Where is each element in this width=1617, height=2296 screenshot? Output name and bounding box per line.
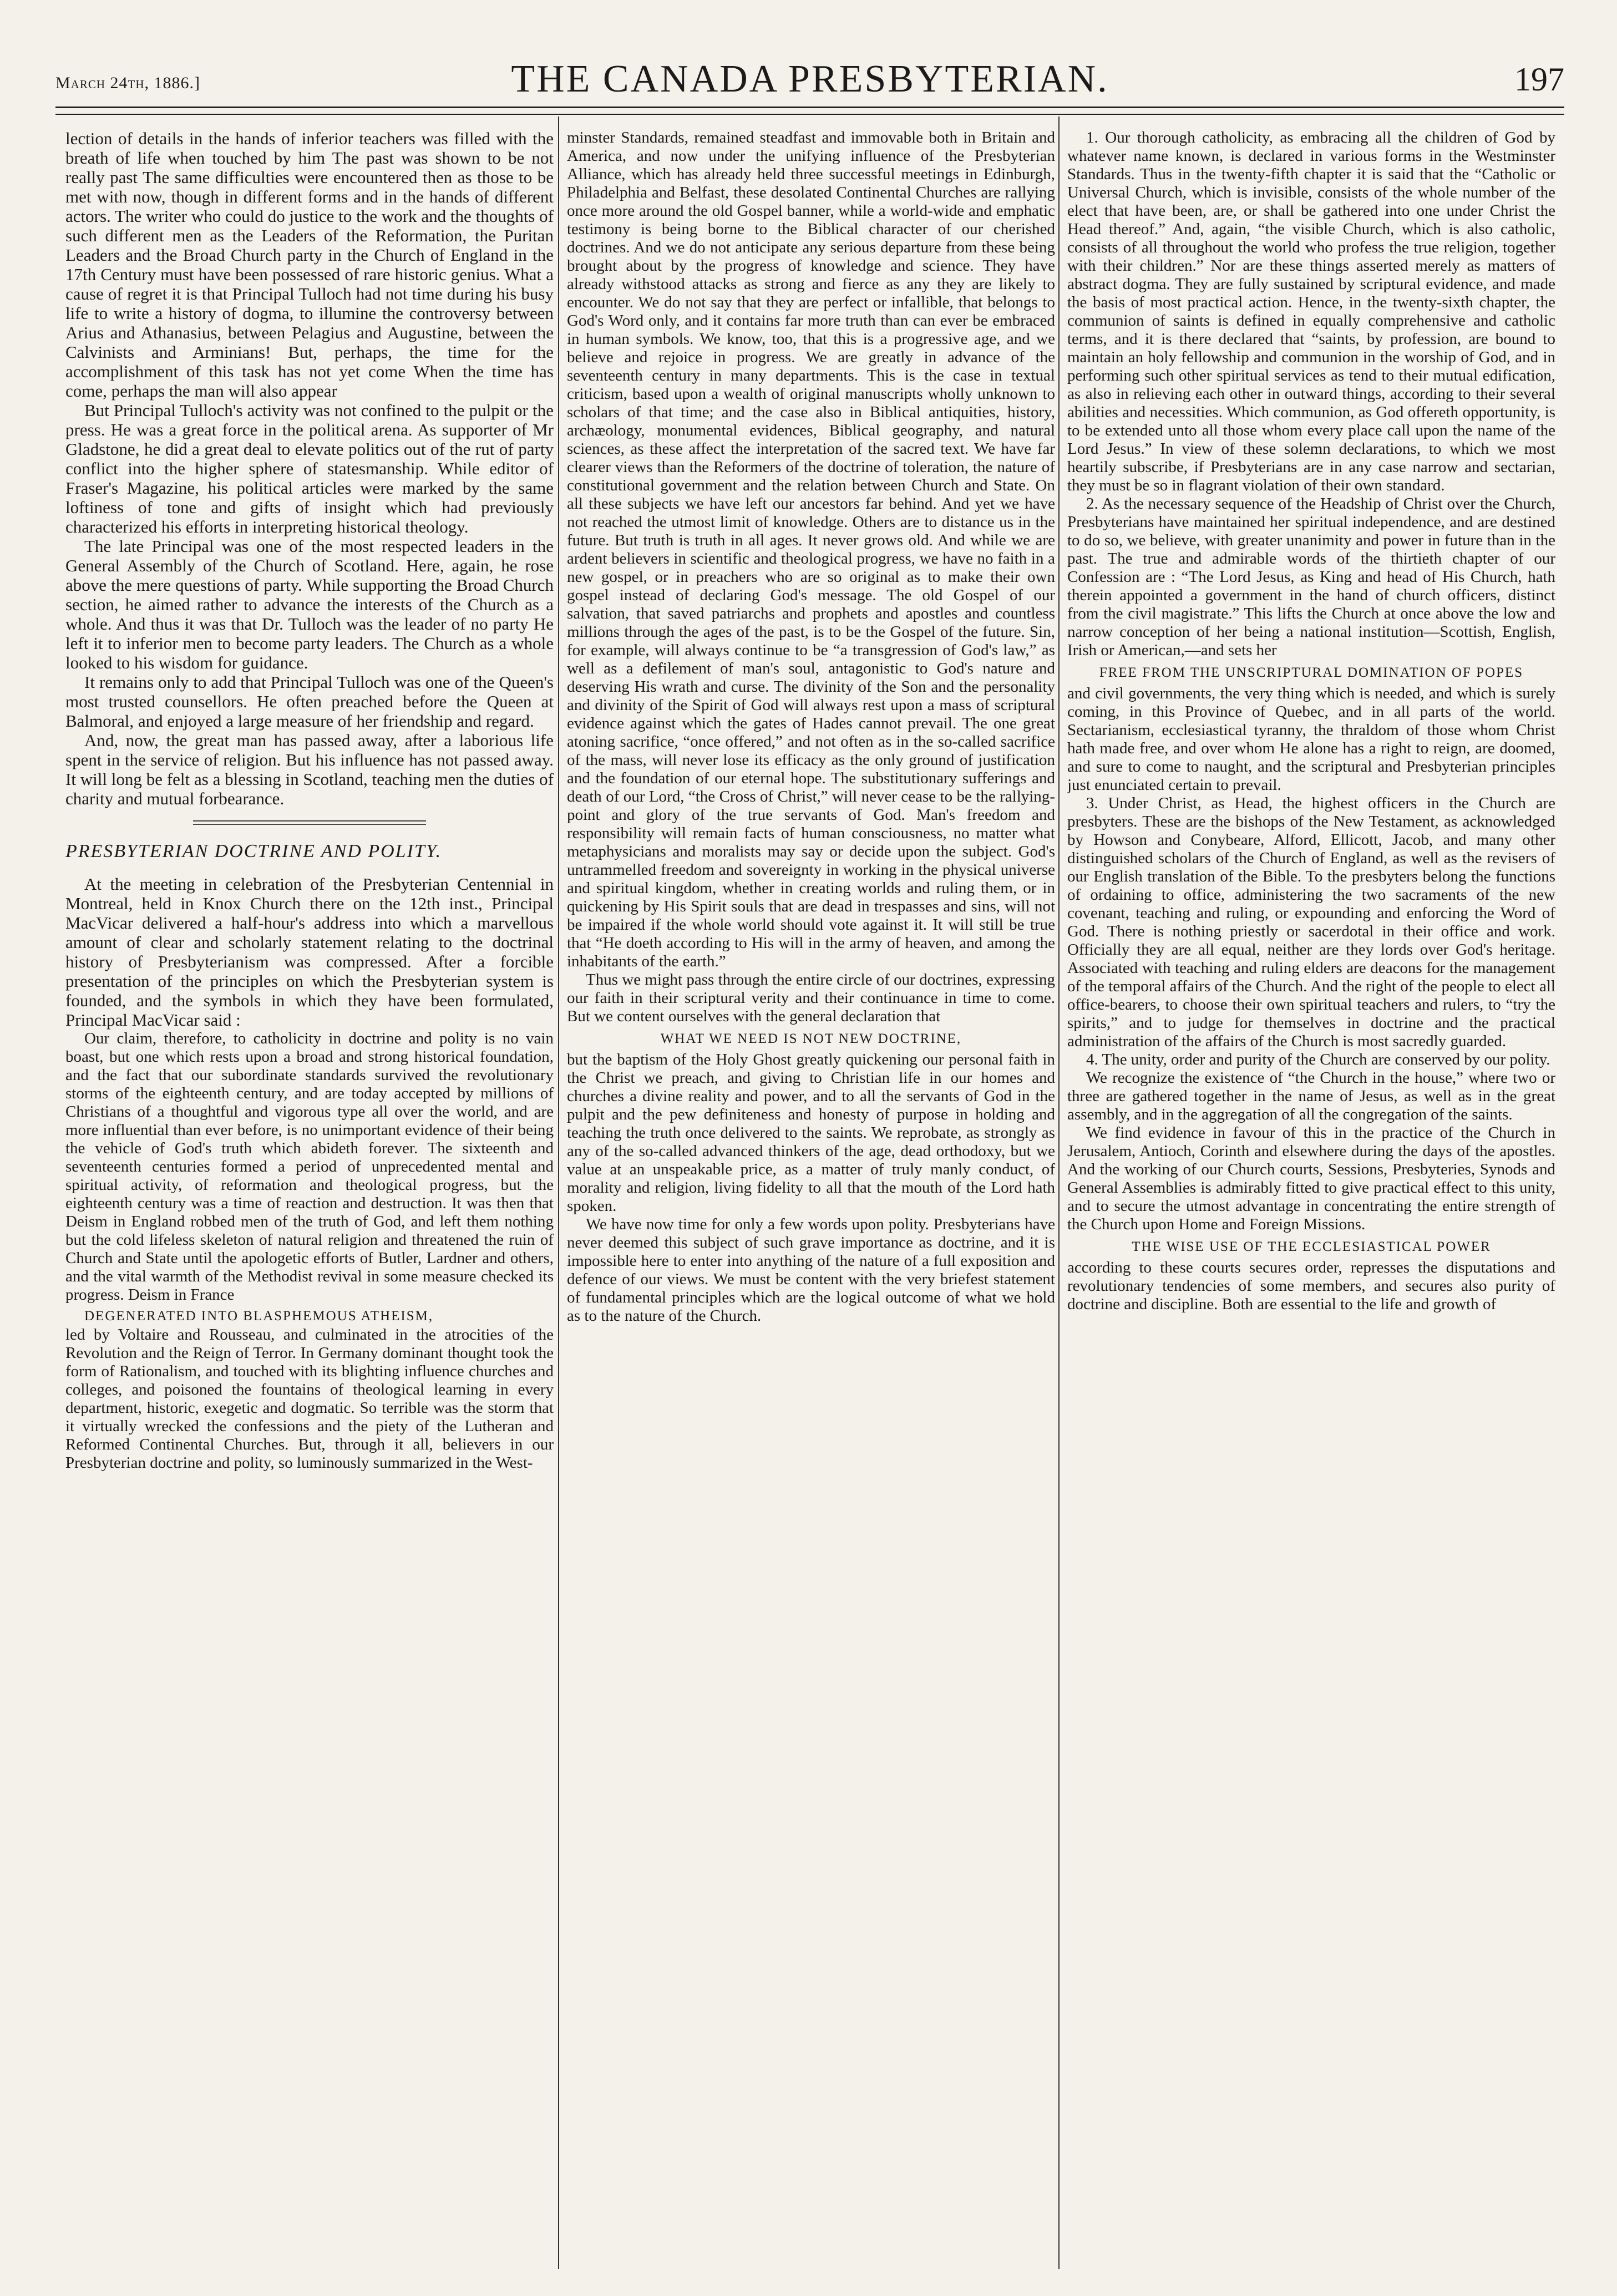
issue-date: March 24th, 1886.] — [55, 74, 201, 92]
quoted-paragraph: 2. As the necessary sequence of the Headship of Christ over the Church, Presbyterians have maintained her spiritual independence, and are destined to do so, we believe, with greater unanimity and power in future than in the past. The true and admirable words of the thirtieth chapter of our Confession are : “The Lord Jesus, as King and head of His Church, hath therein appointed a government in the hand of church officers, distinct from the civil magistrate.” This lifts the Church at once above the low and narrow conception of her being a national institution—Scottish, English, Irish or American,—and sets her — [1067, 495, 1555, 659]
newspaper-title: THE CANADA PRESBYTERIAN. — [511, 58, 1109, 100]
quoted-paragraph: Thus we might pass through the entire circle of our doctrines, expressing our faith in their scriptural verity and their continuance in time to come. But we content ourselves with the general declaration that — [567, 971, 1055, 1025]
masthead — [55, 53, 1564, 114]
column-divider — [1058, 116, 1060, 2269]
paragraph: The late Principal was one of the most respected leaders in the General Assembly of the Church of Scotland. Here, again, he rose above the mere questions of party. While supporting the Broad Church section, he aimed rather to advance the interests of the Church as a whole. And thus it was that Dr. Tulloch was the leader of no party He left it to inferior men to become party leaders. The Church as a whole looked to his wisdom for guidance. — [65, 536, 554, 672]
column-2 — [567, 129, 1055, 2259]
page-number: 197 — [1514, 61, 1564, 98]
column-1 — [65, 129, 554, 2259]
quoted-paragraph: minster Standards, remained steadfast and immovable both in Britain and America, and now under the unifying influence of the Presbyterian Alliance, which has already held three successful meetings in Edinburgh, Philadelphia and Belfast, these desolated Continental Churches are rallying once more around the old Gospel banner, while a world-wide and emphatic testimony is being borne to the Biblical character of our cherished doctrines. And we do not anticipate any serious departure from these being brought about by the progress of knowledge and science. They have already withstood attacks as strong and fierce as any they are likely to encounter. We do not say that they are perfect or infallible, that belongs to God's Word only, and it contains far more truth than can ever be embraced in human symbols. We know, too, that this is a progressive age, and we believe and rejoice in progress. We are greatly in advance of the seventeenth century in many departments. This is the case in textual criticism, based upon a wealth of original manuscripts wholly unknown to scholars of that time; and the case also in Biblical antiquities, history, archæology, monumental evidences, Biblical geography, and natural sciences, as these affect the interpretation of the sacred text. We have far clearer views than the Reformers of the doctrine of toleration, the nature of constitutional government and the relation between Church and State. On all these subjects we have left our ancestors far behind. And yet we have not reached the utmost limit of knowledge. Others are to distance us in the future. But truth is truth in all ages. It never grows old. And while we are ardent believers in scientific and theological progress, we have no faith in a new gospel, or in preachers who are so original as to make their own gospel instead of declaring God's message. The old Gospel of our salvation, that saved patriarchs and prophets and apostles and countless millions through the ages of the past, is to be the Gospel of the future. Sin, for example, will always continue to be “a transgression of God's law,” as well as a defilement of man's soul, antagonistic to God's nature and deserving His wrath and curse. The divinity of the Son and the personality and divinity of the Spirit of God will always rest upon a mass of scriptural evidence against which the gates of Hades cannot prevail. The one great atoning sacrifice, “once offered,” and not often as in the so-called sacrifice of the mass, will never lose its efficacy as the only ground of justification and the foundation of our eternal hope. The substitutionary sufferings and death of our Lord, “the Cross of Christ,” will never cease to be the rallying-point and glory of the true servants of God. Man's freedom and responsibility will remain facts of human consciousness, no matter what metaphysicians and moralists may say or decide upon the subject. God's untrammelled freedom and sovereignty in working in the physical universe and spiritual kingdom, whether in creating worlds and ruling them, or in quickening by His Spirit souls that are dead in trespasses and sins, will not be impaired if the whole world should vote against it. It will still be true that “He doeth according to His will in the army of heaven, and among the inhabitants of the earth.” — [567, 129, 1055, 970]
quoted-paragraph: Our claim, therefore, to catholicity in doctrine and polity is no vain boast, but one which rests upon a broad and strong historical foundation, and the fact that our subordinate standards survived the revolutionary storms of the eighteenth century, and are today accepted by millions of Christians of a thoughtful and vigorous type all over the world, and are more influential than ever before, is no unimportant evidence of their being the vehicle of God's truth which abideth forever. The sixteenth and seventeenth centuries formed a period of unprecedented mental and spiritual activity, of reformation and theological progress, but the eighteenth century was a time of reaction and destruction. It was then that Deism in England robbed men of the truth of God, and left them nothing but the cold lifeless skeleton of natural religion and threatened the ruin of Church and State until the apologetic efforts of Butler, Lardner and others, and the vital warmth of the Methodist revival in some measure checked its progress. Deism in France — [65, 1030, 554, 1304]
article-heading: PRESBYTERIAN DOCTRINE AND POLITY. — [65, 841, 442, 861]
quoted-paragraph: but the baptism of the Holy Ghost greatly quickening our personal faith in the Christ we preach, and giving to Christian life in our homes and churches a divine reality and power, and to all the servants of God in the pulpit and the pew definiteness and honesty of purpose in holding and teaching the truth once delivered to the saints. We reprobate, as strongly as any of the so-called advanced thinkers of the age, dead orthodoxy, but we value at an unspeakable price, as a matter of truly manly conduct, of morality and religion, living fidelity to all that the mouth of the Lord hath spoken. — [567, 1051, 1055, 1215]
quoted-paragraph: We find evidence in favour of this in the practice of the Church in Jerusalem, Antioch, Corinth and elsewhere during the days of the apostles. And the working of our Church courts, Sessions, Presbyteries, Synods and General Assemblies is admirably fitted to give practical effect to this unity, and to secure the utmost advantage in concentrating the entire strength of the Church upon Home and Foreign Missions. — [1067, 1124, 1555, 1233]
quoted-paragraph: 3. Under Christ, as Head, the highest officers in the Church are presbyters. These are the bishops of the New Testament, as acknowledged by Howson and Conybeare, Alford, Ellicott, Jacob, and many other distinguished scholars of the Church of England, as well as the revisers of our English translation of the Bible. To the presbyters belong the functions of ordaining to office, administering the two sacraments of the new covenant, teaching and ruling, or expounding and enforcing the Word of God. There is nothing priestly or sacerdotal in their office and work. Officially they are all equal, neither are they lords over God's heritage. Associated with teaching and ruling elders are deacons for the management of the temporal affairs of the Church. And the right of the people to elect all office-bearers, to choose their own spiritual teachers and rulers, to “try the spirits,” and to judge for themselves in doctrine and the practical administration of the affairs of the Church is most sacredly guarded. — [1067, 794, 1555, 1050]
masthead-rule-bottom — [55, 114, 1564, 115]
quoted-paragraph: 4. The unity, order and purity of the Church are conserved by our polity. — [1086, 1051, 1550, 1068]
subheading: WHAT WE NEED IS NOT NEW DOCTRINE, — [660, 1031, 962, 1046]
paragraph: At the meeting in celebration of the Presbyterian Centennial in Montreal, held in Knox Church there on the 12th inst., Principal MacVicar delivered a half-hour's address into which a marvellous amount of clear and scholarly statement relating to the doctrinal history of Presbyterianism was compressed. After a forcible presentation of the principles on which the Presbyterian system is founded, and the symbols in which they have been formulated, Principal MacVicar said : — [65, 874, 554, 1030]
masthead-rule-top — [55, 107, 1564, 108]
subheading: DEGENERATED INTO BLASPHEMOUS ATHEISM, — [84, 1309, 434, 1324]
quoted-paragraph: according to these courts secures order, represses the disputations and revolutionary tendencies of some members, and secures also purity of doctrine and discipline. Both are essential to the life and growth of — [1067, 1259, 1555, 1313]
quoted-paragraph: 1. Our thorough catholicity, as embracing all the children of God by whatever name known, is declared in various forms in the Westminster Standards. Thus in the twenty-fifth chapter it is said that the “Catholic or Universal Church, which is invisible, consists of the whole number of the elect that have been, are, or shall be gathered into one under Christ the Head thereof.” And, again, “the visible Church, which is also catholic, consists of all throughout the world who profess the true religion, together with their children.” Nor are these things asserted merely as matters of abstract dogma. They are fully sustained by scriptural evidence, and made the basis of most practical action. Hence, in the twenty-sixth chapter, the communion of saints is defined in equally comprehensive and catholic terms, and it is there declared that “saints, by profession, are bound to maintain an holy fellowship and communion in the worship of God, and in performing such other spiritual services as tend to their mutual edification, as also in relieving each other in outward things, according to their several abilities and necessities. Which communion, as God offereth opportunity, is to be extended unto all those whom every place call upon the name of the Lord Jesus.” In view of these solemn declarations, to which we most heartily subscribe, if Presbyterians are in any case narrow and sectarian, they must be so in flagrant violation of their own standard. — [1067, 129, 1555, 494]
quoted-paragraph: and civil governments, the very thing which is needed, and which is surely coming, in this Province of Quebec, and in all parts of the world. Sectarianism, ecclesiastical tyranny, the thraldom of those whom Christ hath made free, and over whom He alone has a right to reign, are doomed, and sure to come to naught, and the scriptural and Presbyterian principles just enunciated certain to prevail. — [1067, 685, 1555, 794]
paragraph: lection of details in the hands of inferior teachers was filled with the breath of life when touched by him The past was shown to be not really past The same difficulties were encountered then as those to be met with now, though in different forms and in the hands of different actors. The writer who could do justice to the work and the thoughts of such different men as the Leaders of the Reformation, the Puritan Leaders and the Broad Church party in the Church of England in the 17th Century must have been possessed of rare historic genius. What a cause of regret it is that Principal Tulloch had not time during his busy life to write a history of dogma, to illumine the controversy between Arius and Athanasius, between Pelagius and Augustine, between the Calvinists and Arminians! But, perhaps, the time for the accomplishment of this task has not yet come When the time has come, perhaps the man will also appear — [65, 129, 554, 401]
quoted-paragraph: We have now time for only a few words upon polity. Presbyterians have never deemed this subject of such grave importance as doctrine, and it is impossible here to enter into anything of the nature of a full exposition and defence of our views. We must be content with the very briefest statement of fundamental principles which are the logical outcome of what we hold as to the nature of the Church. — [567, 1215, 1055, 1325]
quoted-paragraph: led by Voltaire and Rousseau, and culminated in the atrocities of the Revolution and the Reign of Terror. In Germany dominant thought took the form of Rationalism, and touched with its blighting influence churches and colleges, and poisoned the fountains of theological learning in every department, historic, exegetic and dogmatic. So terrible was the storm that it virtually wrecked the confessions and the piety of the Lutheran and Reformed Continental Churches. But, through it all, believers in our Presbyterian doctrine and polity, so luminously summarized in the West- — [65, 1326, 554, 1472]
quoted-paragraph: We recognize the existence of “the Church in the house,” where two or three are gathered together in the name of Jesus, as well as in the great assembly, and in the aggregation of all the congregation of the saints. — [1067, 1069, 1555, 1123]
column-3 — [1067, 129, 1555, 2259]
column-divider — [558, 116, 559, 2269]
paragraph: It remains only to add that Principal Tulloch was one of the Queen's most trusted counsellors. He often preached before the Queen at Balmoral, and enjoyed a large measure of her friendship and regard. — [65, 672, 554, 731]
subheading: THE WISE USE OF THE ECCLESIASTICAL POWER — [1132, 1239, 1491, 1254]
section-divider — [193, 820, 426, 825]
paragraph: And, now, the great man has passed away, after a laborious life spent in the service of religion. But his influence has not passed away. It will long be felt as a blessing in Scotland, teaching men the duties of charity and mutual forbearance. — [65, 731, 554, 808]
paragraph: But Principal Tulloch's activity was not confined to the pulpit or the press. He was a great force in the political arena. As supporter of Mr Gladstone, he did a great deal to elevate politics out of the rut of party conflict into the higher sphere of statesmanship. While editor of Fraser's Magazine, his political articles were marked by the same loftiness of tone and gifts of insight which had previously characterized his efforts in interpreting historical theology. — [65, 401, 554, 536]
subheading: FREE FROM THE UNSCRIPTURAL DOMINATION OF POPES — [1099, 665, 1524, 680]
